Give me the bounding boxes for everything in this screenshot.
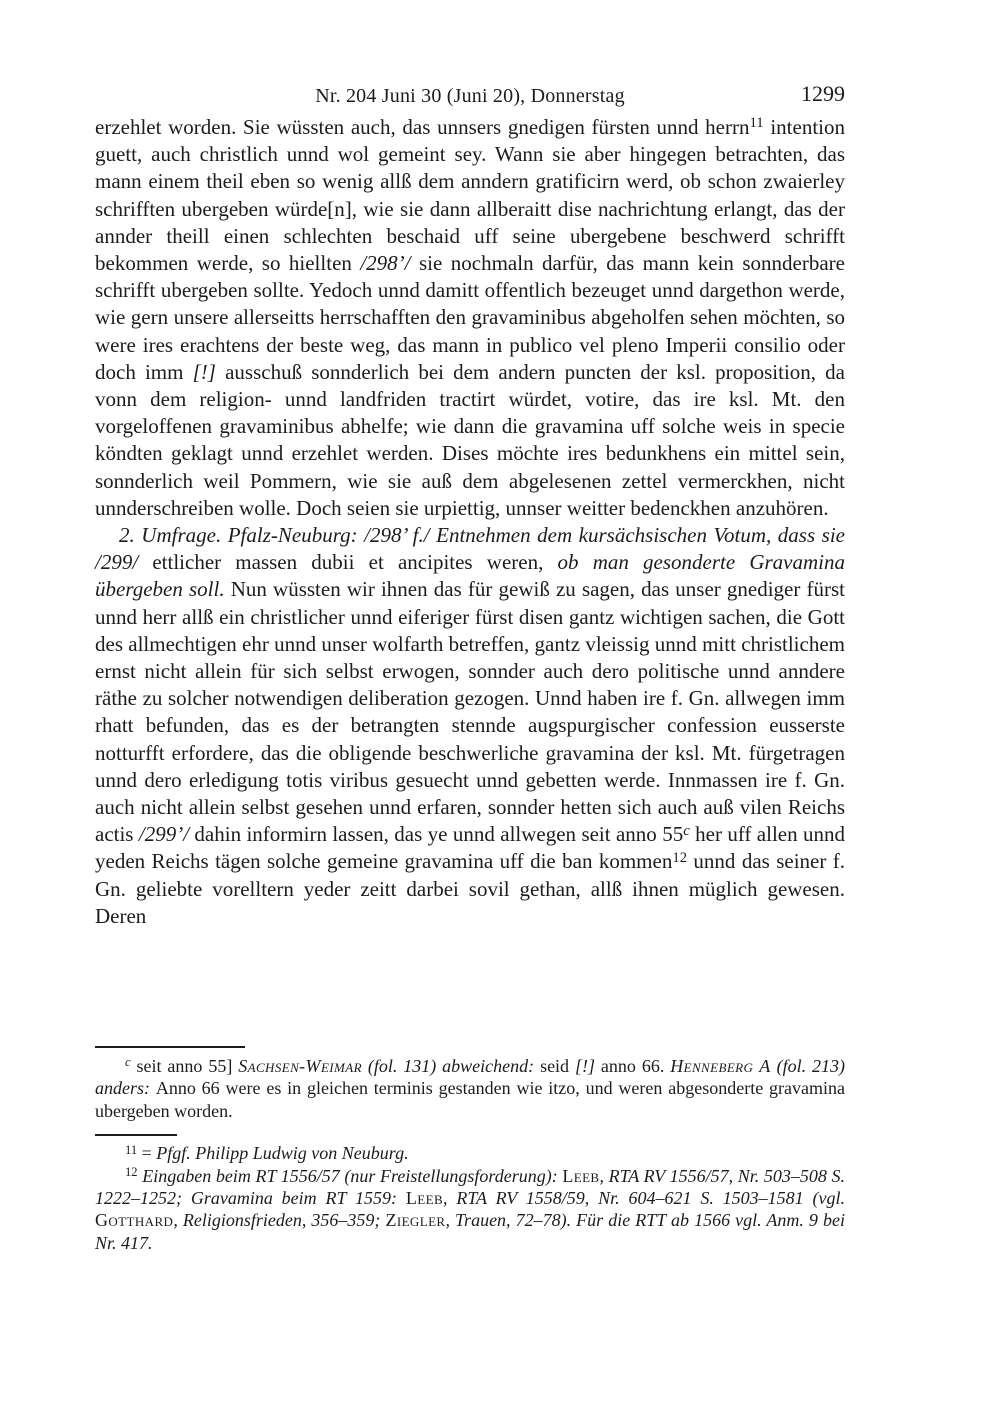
- footnote-11: $^{11}$ = Pfgf. Philipp Ludwig von Neuburg.: [125, 1142, 409, 1164]
- footnote-separator-rule: [95, 1134, 177, 1136]
- notes-block: [95, 1046, 845, 1254]
- main-text-block: [95, 114, 845, 930]
- running-head: [95, 81, 845, 112]
- apparatus-separator-rule: [95, 1046, 245, 1048]
- footnote-12: $^{12}$ Eingaben beim RT 1556/57 (nur Freistellungsforderung): Leeb, RTA RV 1556/57, Nr. 503–508 S. 1222–1252; Gravamina beim RT 1559: Leeb, RTA RV 1558/59, Nr. 604–621 S. 1503–1581 (vgl. Gotthard, Religionsfrieden, 356–359; Ziegler, Trauen, 72–78). Für die RTT ab 1566 vgl. Anm. 9 bei Nr. 417.: [95, 1164, 845, 1253]
- body-paragraph-2: 2. Umfrage. Pfalz-Neuburg: /298’ f./ Entnehmen dem kursächsischen Votum, dass sie /299/ ettlicher massen dubii et ancipites weren, ob man gesonderte Gravamina übergeben soll. Nun wüssten wir ihnen das für gewiß zu sagen, das unser gnediger fürst unnd herr allß ein christlicher unnd eiferiger fürst disen gantz wichtigen sachen, die Gott des allmechtigen ehr unnd unser wolfarth betreffen, gantz vleissig unnd mitt christlichem ernst nicht allein für sich selbst erwogen, sonnder auch dero politische unnd anndere räthe zu solcher notwendigen deliberation gezogen. Unnd haben ire f. Gn. allwegen imm rhatt befunden, das es der betrangten stennde augspurgischer confession eusserste notturfft erfordere, das die obligende beschwerliche gravamina der ksl. Mt. fürgetragen unnd dero erledigung totis viribus gesuecht unnd gebetten werde. Innmassen ire f. Gn. auch nicht allein selbst gesehen unnd erfaren, sonnder hetten sich auch auß vilen Reichs actis /299’/ dahin informirn lassen, das ye unnd allwegen seit anno 55$^c$ her uff allen unnd yeden Reichs tägen solche gemeine gravamina uff die ban kommen$^{12}$ unnd das seiner f. Gn. geliebte vorelltern yeder zeitt darbei sovil gethan, allß ihnen müglich gewesen. Deren: [95, 523, 846, 928]
- body-paragraph-1: erzehlet worden. Sie wüssten auch, das unnsers gnedigen fürsten unnd herrn$^{11}$ intention guett, auch christlich unnd wol gemeint sey. Wann sie aber hingegen betrachten, das mann einem theil eben so wenig allß dem anndern gratificirn werd, ob schon zwaierley schrifften ubergeben würde[n], wie sie dann allberaitt dise nachrichtung erlangt, das der annder theill einen schlechten beschaid uff seine ubergebene beschwerd schrifft bekommen werde, so hiellten /298’/ sie nochmaln darfür, das mann kein sonnderbare schrifft ubergeben sollte. Yedoch unnd damitt offentlich bezeuget unnd dargethon werde, wie gern unsere allerseitts herrschafften den gravaminibus abgeholfen sehen möchten, so were ires erachtens der beste weg, das mann in publico vel pleno Imperii consilio oder doch imm [!] ausschuß sonnderlich bei dem andern puncten der ksl. proposition, da vonn dem religion- unnd landfriden tractirt würdet, votire, das ire ksl. Mt. den vorgeloffenen gravaminibus abhelfe; wie dann die gravamina uff solche weis in specie köndten geklagt unnd erzehlet werden. Dises möchte ires bedunkhens ein mittel sein, sonnderlich weil Pommern, wie sie auß dem abgelesenen zettel vermerckhen, nicht unnderschreiben wolle. Doch seien sie urpiettig, unnser weitter bedenckhen anzuhören.: [95, 115, 846, 520]
- apparatus-note-c: $^c$ seit anno 55] Sachsen-Weimar (fol. 131) abweichend: seid [!] anno 66. Henneberg A (fol. 213) anders: Anno 66 were es in gleichen terminis gestanden wie itzo, und weren abgesonderte gravamina ubergeben worden.: [95, 1055, 845, 1121]
- page-number: 1299: [801, 81, 845, 106]
- running-head-title: Nr. 204 Juni 30 (Juni 20), Donnerstag: [315, 85, 625, 107]
